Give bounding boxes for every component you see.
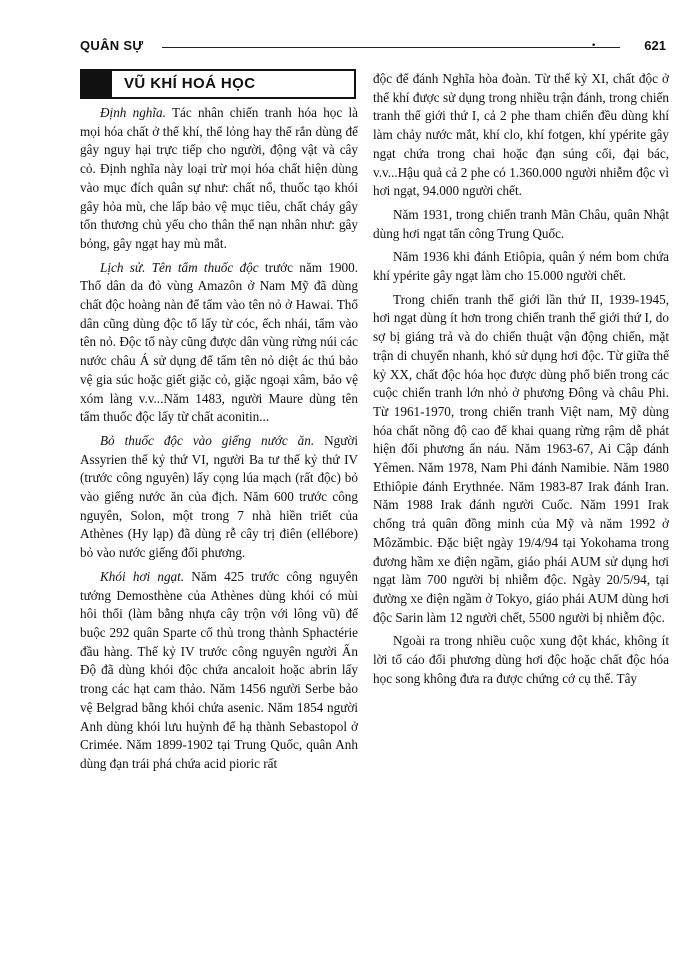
left-column <box>80 104 358 779</box>
header-rule <box>162 47 620 48</box>
paragraph-body: Năm 425 trước công nguyên tướng Demosthène của Athènes dùng khói có mùi hôi thối (làm bằng nhựa cây trộn với lông vũ) để buộc 292 quân Sparte cố thủ trong thành Sphactérie đầu hàng. Thế kỷ IV trước công nguyên người Ấn Độ đã dùng khói độc chứa ancaloit hoặc abrin lấy trong các hạt cam thảo. Năm 1456 người Serbe bảo vệ Belgrad bằng khói chứa asenic. Năm 1854 người Anh dùng khói lưu huỳnh để hạ thành Sebastopol ở Crimée. Năm 1899-1902 tại Trung Quốc, quân Anh dùng đạn trái phá chứa acid pioric rất <box>80 568 359 771</box>
paragraph-lead: Bỏ thuốc độc vào giếng nước ăn. <box>100 432 315 448</box>
paragraph-continuation: độc để đánh Nghĩa hòa đoàn. Từ thế kỷ XI, chất độc ở thể khí được sử dụng trong nhiều trận đánh, trong chiến tranh thế giới thứ I, cả 2 phe tham chiến đều dùng khí làm chảy nước mắt, khí clo, khí fotgen, khí ypérite gây ngạt chứa trong chai hoặc đạn súng cối, đại bác, v.v...Hậu quả cả 2 phe có 1.360.000 người nhiễm độc vì hơi ngạt, 94.000 người chết. <box>373 71 669 199</box>
title-black-square <box>82 71 112 97</box>
paragraph-body: Tác nhân chiến tranh hóa học là mọi hóa chất ở thể khí, thể lỏng hay thể rắn dùng để gây nguy hại trực tiếp cho người, động vật và cây cỏ. Định nghĩa này loại trừ mọi hóa chất hiện dùng vào mục đích quân sự như: chất nổ, thuốc tạo khói gây hỏa mù, che lấp bảo vệ mục tiêu, chất cháy gây tổn thương chủ yếu cho thân thể nạn nhân như: gây bỏng, gây ngạt hay mù mắt. <box>80 105 358 251</box>
paragraph-lead: Khói hơi ngạt. <box>100 568 185 584</box>
paragraph-poisoned-wells <box>80 432 358 563</box>
paragraph-ww2-modern: Trong chiến tranh thế giới lần thứ II, 1939-1945, hơi ngạt dùng ít hơn trong chiến tranh thế giới thứ I, do sợ bị giáng trả và do chiến thuật vận động chiến, mặt trận di chuyển nhanh, khó sử dụng hơi độc. Từ giữa thế kỷ XX, chất độc hóa học được dùng phổ biến trong các cuộc chiến tranh lớn nhỏ ở phương Đông và châu Phi. Từ 1961-1970, trong chiến tranh Việt nam, Mỹ dùng hóa chất nồng độ cao để khai quang rừng rậm dễ phát hiện đối phương ẩn náu. Năm 1963-67, Ai Cập đánh Yêmen. Năm 1978, Nam Phi đánh Namibie. Năm 1980 Ethiôpie đánh Erythnée. Năm 1983-87 Irak đánh Iran. Năm 1988 Irak đánh người Cuốc. Năm 1991 Irak chống trả quân đồng minh của Mỹ và năm 1992 ở Môzămbic. Đặc biệt ngày 19/4/94 tại Yokohama trong đương hầm xe điện ngầm, giáo phái AUM sử dụng hơi ngạt làm 700 người bị nhiễm độc. Ngày 20/5/94, tại đường xe điện ngầm ở Tokyo, giáo phái AUM dùng hơi độc Sarin làm 12 người chết, 5500 người bị nhiễm độc. <box>373 291 669 625</box>
page-number: 621 <box>644 38 666 53</box>
paragraph-lead: Lịch sử. Tên tẩm thuốc độc <box>100 259 259 275</box>
section-name: QUÂN SỰ <box>80 38 144 53</box>
paragraph-toxic-smoke <box>80 568 358 774</box>
article-title: VŨ KHÍ HOÁ HỌC <box>124 75 256 92</box>
paragraph-1936: Năm 1936 khi đánh Etiôpia, quân ý ném bom chứa khí ypérite gây ngạt làm cho 15.000 người chết. <box>373 249 669 284</box>
paragraph-history <box>80 259 358 427</box>
paragraph-body: trước năm 1900. Thổ dân da đỏ vùng Amazôn ở Nam Mỹ đã dùng chất độc hoàng nàn để tẩm vào tên nỏ ở Hawai. Thổ dân cũng dùng độc tố lấy từ cóc, ếch nhái, tẩm vào tên nỏ. Độc tố này cũng được dân vùng rừng núi các nước châu Á sử dụng để tẩm tên nỏ diệt ác thú bảo vệ gia súc hoặc giết giặc cỏ, giặc ngoại xâm, bảo vệ xóm làng v.v...Năm 1483, người Maure dùng tên tẩm thuốc độc lấy từ chất aconitin... <box>80 259 358 425</box>
paragraph-definition <box>80 104 358 254</box>
print-mark: • <box>591 41 597 51</box>
paragraph-body: Người Assyrien thế kỷ thứ VI, người Ba tư thế kỷ thứ IV (trước công nguyên) lấy cọng lúa mạch (rất độc) bỏ vào giếng nước ăn của địch. Năm 600 trước công nguyên, Solon, một trong 7 nhà hiền triết của Athènes (Hy lạp) đã dùng rễ cây trị điên (ellébore) bỏ vào nước giếng đối phương. <box>80 432 359 561</box>
paragraph-1931: Năm 1931, trong chiến tranh Mãn Châu, quân Nhật dùng hơi ngạt tấn công Trung Quốc. <box>373 206 669 241</box>
article-title-box <box>80 69 356 99</box>
paragraph-other-conflicts: Ngoài ra trong nhiều cuộc xung đột khác, không ít lời tố cáo đối phương dùng hơi độc hoặc chất độc hóa học song không đưa ra được chứng cớ cụ thể. Tây <box>373 633 669 686</box>
paragraph-lead: Định nghĩa. <box>100 105 166 120</box>
right-column <box>373 70 669 694</box>
running-header <box>80 38 668 58</box>
